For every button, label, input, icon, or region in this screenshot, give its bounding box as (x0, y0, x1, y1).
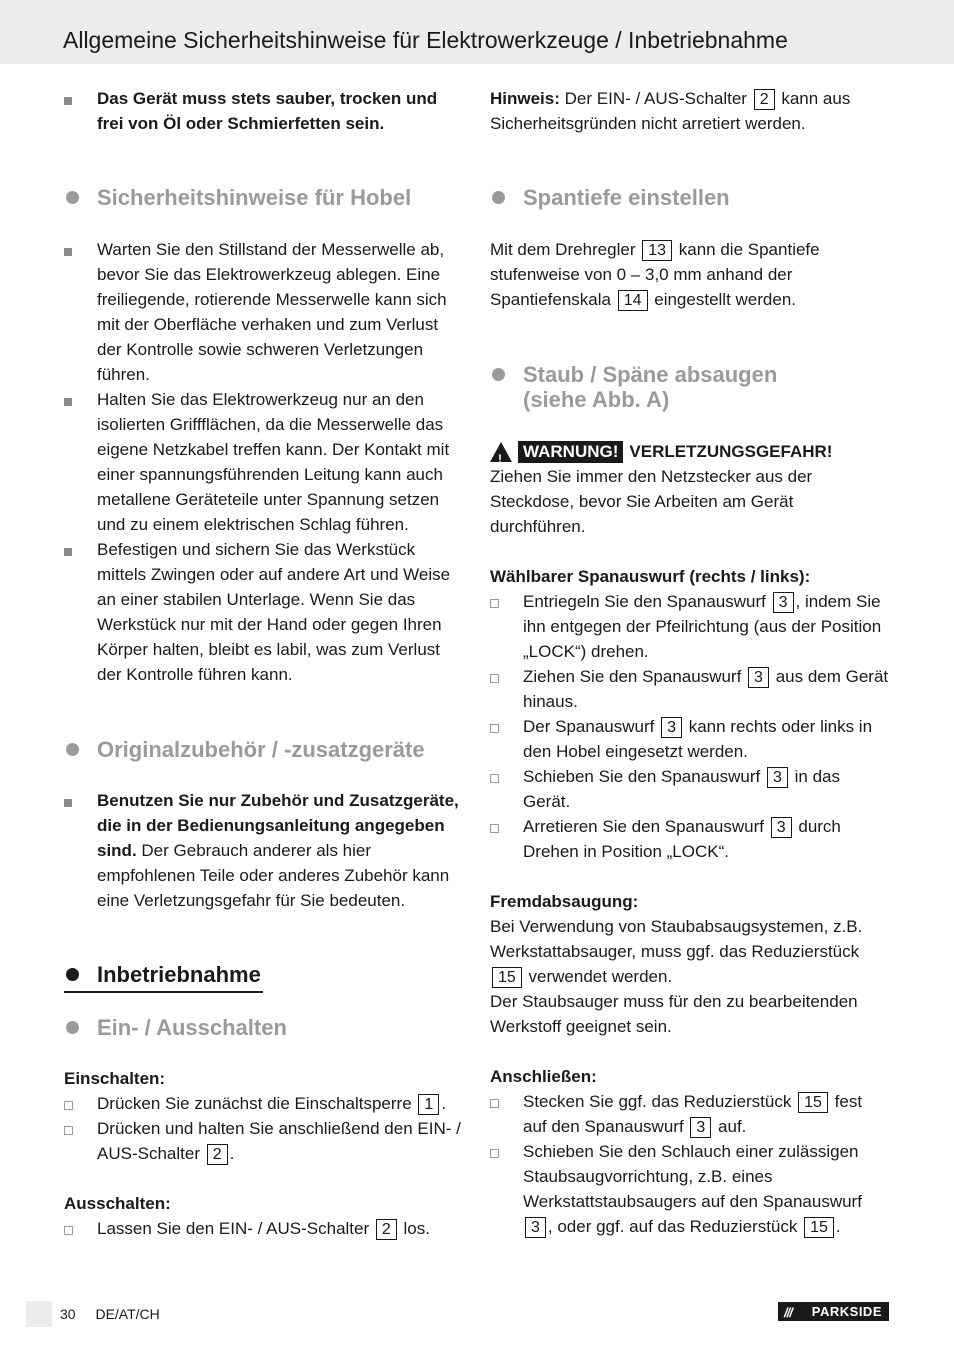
subheading-anschliessen: Anschließen: (490, 1067, 597, 1086)
body-text: Lassen Sie den EIN- / AUS-Schalter (97, 1219, 370, 1238)
body-text: Der EIN- / AUS-Schalter (564, 89, 747, 108)
logo-text: PARKSIDE (811, 1304, 882, 1319)
body-text: Mit dem Drehregler (490, 240, 636, 259)
part-ref: 3 (773, 592, 794, 613)
section-heading-spantiefe (490, 185, 890, 210)
warning-title: VERLETZUNGSGEFAHR! (629, 442, 833, 461)
section-heading-text: Originalzubehör / -zusatzgeräte (97, 737, 425, 762)
body-text: Der Spanauswurf (523, 717, 655, 736)
list-item (490, 764, 890, 814)
fremd-paragraph-2: Der Staubsauger muss für den zu bearbeitenden Werkstoff geeignet sein. (490, 992, 858, 1036)
footer (60, 1306, 176, 1322)
body-text: Der Gebrauch anderer als hier empfohlenen Teile oder anderes Zubehör kann eine Verletzungsgefahr für Sie bedeuten. (97, 841, 450, 910)
fremd-paragraph (490, 914, 890, 989)
body-text: Schieben Sie den Spanauswurf (523, 767, 761, 786)
part-ref: 3 (661, 717, 682, 738)
subheading-spanauswurf: Wählbarer Spanauswurf (rechts / links): (490, 567, 811, 586)
list-item (64, 1216, 464, 1241)
body-text: Entriegeln Sie den Spanauswurf (523, 592, 766, 611)
body-text: Ziehen Sie den Spanauswurf (523, 667, 742, 686)
list-item (490, 589, 890, 664)
body-text: kann die Spantiefe stufenweise von 0 – 3,0 mm anhand der Spantiefenskala (490, 240, 820, 309)
list-item (64, 1116, 464, 1166)
part-ref: 14 (618, 290, 648, 311)
body-text: aus dem Gerät hinaus. (523, 667, 889, 711)
part-ref: 2 (754, 89, 775, 110)
part-ref: 15 (492, 967, 522, 988)
page-title: Allgemeine Sicherheitshinweise für Elektrowerkzeuge / Inbetriebnahme (63, 27, 788, 53)
section-heading-hobel (64, 185, 464, 210)
list-item (490, 814, 890, 864)
section-heading-inbetriebnahme (64, 962, 464, 993)
hinweis-paragraph (490, 86, 890, 136)
hinweis-label: Hinweis: (490, 89, 560, 108)
body-text: Bei Verwendung von Staubabsaugsystemen, z.B. Werkstattabsauger, muss ggf. das Reduzierstück (490, 917, 863, 961)
part-ref: 15 (804, 1217, 834, 1238)
right-column (490, 86, 890, 1239)
part-ref: 3 (767, 767, 788, 788)
footer-marker (26, 1301, 52, 1327)
body-text: kann rechts oder links in den Hobel eingesetzt werden. (523, 717, 873, 761)
part-ref: 1 (418, 1094, 439, 1115)
body-text: Stecken Sie ggf. das Reduzierstück (523, 1092, 792, 1111)
subheading-fremdabsaugung: Fremdabsaugung: (490, 892, 639, 911)
section-heading-einaus (64, 1015, 464, 1040)
list-item: Das Gerät muss stets sauber, trocken und frei von Öl oder Schmierfetten sein. (64, 86, 464, 136)
part-ref: 15 (798, 1092, 828, 1113)
list-item (64, 788, 464, 913)
left-column (64, 86, 464, 1241)
body-text: auf. (718, 1117, 747, 1136)
warning-badge: WARNUNG! (518, 441, 623, 463)
subheading-ausschalten: Ausschalten: (64, 1194, 171, 1213)
part-ref: 3 (771, 817, 792, 838)
list-item (490, 714, 890, 764)
page-number: 30 (60, 1306, 76, 1322)
body-text: eingestellt werden. (654, 290, 797, 309)
body-text: in das Gerät. (523, 767, 840, 811)
body-text: , oder ggf. auf das Reduzierstück (547, 1217, 798, 1236)
part-ref: 3 (690, 1117, 711, 1138)
warning-triangle-icon: ! (490, 442, 512, 462)
body-text: Arretieren Sie den Spanauswurf (523, 817, 764, 836)
bold-text: Benutzen Sie nur Zubehör und Zusatzgeräte, die in der Bedienungsanleitung angegeben sind. (97, 791, 459, 860)
part-ref: 2 (376, 1219, 397, 1240)
part-ref: 2 (207, 1144, 228, 1165)
section-heading-zubehoer (64, 737, 464, 762)
body-text: verwendet werden. (528, 967, 673, 986)
body-text: fest auf den Spanauswurf (523, 1092, 863, 1136)
body-text: kann aus Sicherheitsgründen nicht arretiert werden. (490, 89, 851, 133)
list-item: Warten Sie den Stillstand der Messerwelle ab, bevor Sie das Elektrowerkzeug ablegen. Eine freiliegende, rotierende Messerwelle kann sich mit der Oberfläche verhaken und zum Verlust der Kontrolle sowie schweren Verletzungen führen. (64, 237, 464, 387)
body-text: . (835, 1217, 841, 1236)
warning-line (490, 439, 890, 464)
body-text: . (229, 1144, 235, 1163)
locale-label: DE/AT/CH (95, 1306, 160, 1322)
subheading-einschalten: Einschalten: (64, 1069, 166, 1088)
header-bar (0, 0, 954, 64)
part-ref: 3 (525, 1217, 546, 1238)
body-text: , indem Sie ihn entgegen der Pfeilrichtung (aus der Position „LOCK“) drehen. (523, 592, 882, 661)
body-text: Drücken Sie zunächst die Einschaltsperre (97, 1094, 412, 1113)
body-text: Schieben Sie den Schlauch einer zulässigen Staubsaugvorrichtung, z.B. eines Werkstattstaubsaugers auf den Spanauswurf (523, 1142, 862, 1211)
section-heading-staub (490, 362, 890, 412)
list-item (490, 1139, 890, 1239)
section-heading-text: Sicherheitshinweise für Hobel (97, 185, 412, 210)
section-heading-text: Ein- / Ausschalten (97, 1015, 287, 1040)
list-item (490, 1089, 890, 1139)
list-item: Halten Sie das Elektrowerkzeug nur an den isolierten Griffflächen, da die Messerwelle das eigene Netzkabel treffen kann. Der Kontakt mit einer spannungsführenden Leitung kann auch metallene Geräteteile unter Spannung setzen und zu einem elektrischen Schlag führen. (64, 387, 464, 537)
section-heading-text: Staub / Späne absaugen (523, 362, 778, 387)
section-heading-text: (siehe Abb. A) (523, 387, 670, 412)
section-heading-text: Inbetriebnahme (64, 962, 263, 993)
parkside-logo (778, 1302, 889, 1321)
logo-stripes: /// (784, 1305, 792, 1320)
section-heading-text: Spantiefe einstellen (523, 185, 730, 210)
list-item (64, 1091, 464, 1116)
list-item: Befestigen und sichern Sie das Werkstück mittels Zwingen oder auf andere Art und Weise an einer stabilen Unterlage. Wenn Sie das Werkstück nur mit der Hand oder gegen Ihren Körper halten, bleibt es labil, was zum Verlust der Kontrolle führen kann. (64, 537, 464, 687)
warning-text: Ziehen Sie immer den Netzstecker aus der Steckdose, bevor Sie Arbeiten am Gerät durchführen. (490, 467, 813, 536)
list-item (490, 664, 890, 714)
body-text: los. (403, 1219, 430, 1238)
part-ref: 13 (642, 240, 672, 261)
part-ref: 3 (748, 667, 769, 688)
body-text: Drücken und halten Sie anschließend den EIN- / AUS-Schalter (97, 1119, 461, 1163)
body-text: . (441, 1094, 447, 1113)
body-text: durch Drehen in Position „LOCK“. (523, 817, 841, 861)
spantiefe-paragraph (490, 237, 890, 312)
